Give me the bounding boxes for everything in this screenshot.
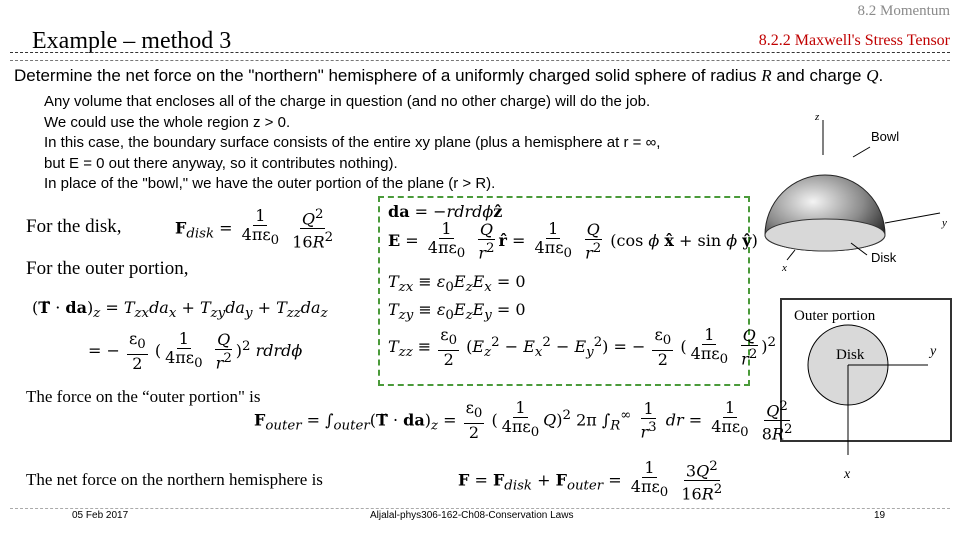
y-axis-label: y — [930, 344, 937, 359]
section-header: 8.2 Momentum — [857, 3, 950, 19]
explanation-line: Any volume that encloses all of the charge in question (and no other charge) will do the job. — [44, 93, 651, 110]
z-axis-label: z — [815, 111, 820, 123]
slide-title: Example – method 3 — [32, 28, 232, 54]
x-axis-label: x — [844, 467, 851, 482]
hemisphere-figure — [755, 105, 960, 280]
x-axis — [787, 250, 795, 260]
bowl-label: Bowl — [871, 129, 900, 144]
explanation-line: In place of the "bowl," we have the outer portion of the plane (r > R). — [44, 175, 496, 192]
footer-page-number: 19 — [874, 510, 886, 521]
footer-date: 05 Feb 2017 — [72, 510, 129, 521]
problem-statement: Determine the net force on the "northern" hemisphere of a uniformly charged solid sphere of radius R and charge Q. — [14, 66, 884, 85]
explanation-line: In this case, the boundary surface consists of the entire xy plane (plus a hemisphere at r = ∞, — [44, 134, 661, 151]
outer-label-text: For the outer portion, — [26, 258, 189, 279]
tzx-equation: $T_{zx} \equiv \varepsilon_0E_zE_x = 0$ — [388, 272, 526, 296]
force-outer-label: The force on the “outer portion" is — [26, 387, 261, 406]
outer-portion-label: Outer portion — [794, 308, 876, 324]
disk-label-text: For the disk, — [26, 216, 122, 237]
net-force-label: The net force on the northern hemisphere is — [26, 470, 323, 489]
slide-subtitle: 8.2.2 Maxwell's Stress Tensor — [758, 32, 950, 49]
bowl-pointer — [853, 147, 870, 157]
explanation-list — [44, 92, 660, 195]
net-force-equation: $F = F_{disk} + F_{outer}$ = $\frac{1}{4\pi\varepsilon_0}$ $\frac{3Q^2}{16R^2}$ — [458, 458, 723, 504]
y-axis-label: y — [942, 217, 947, 229]
tzy-equation: $T_{zy} \equiv \varepsilon_0E_zE_y = 0$ — [388, 300, 526, 324]
outer-force-equation: $F_{outer}$ = $\int_{outer}(T⃡ \cdot da)_z$ = $\frac{\varepsilon_0}{2}$ ( $\frac{1}{4\pi\varepsilon_0}$ Q)$^2$ 2π $\int_R^\infty$ $\frac{1}{r^3}$ dr = $\frac{1}{4\pi\varepsilon_0}$ $\frac{Q^2}{8R^2}$ — [254, 398, 793, 444]
explanation-line: but E = 0 out there anyway, so it contributes nothing). — [44, 154, 398, 172]
outer-portion-drawing — [770, 295, 960, 485]
title-divider — [10, 52, 950, 53]
disk-circle-label: Disk — [836, 347, 865, 363]
explanation-line: We could use the whole region z > 0. — [44, 113, 291, 131]
y-axis — [885, 213, 940, 223]
stress-da-equation: (T⃡ · $da)_z = T_{zx}da_x + T_{zy}da_y + T_{zz}da_z$ — [32, 298, 328, 322]
disk-base — [765, 219, 885, 251]
field-components-box — [378, 196, 777, 386]
footer-divider — [10, 508, 950, 509]
disk-force-equation: $F_{disk}$ = $\frac{1}{4\pi\varepsilon_0}$ $\frac{Q^2}{16R^2}$ — [175, 206, 334, 252]
footer-course: Aljalal-phys306-162-Ch08-Conservation Laws — [370, 510, 574, 521]
disk-label: Disk — [871, 250, 897, 265]
title-divider-secondary — [10, 60, 950, 61]
tzz-equation: $T_{zz}$ ≡ $\frac{\varepsilon_0}{2}$ $(E_z^2 - E_x^2 - E_y^2)$ = − $\frac{\varepsilon_0}{2}$ ( $\frac{1}{4\pi\varepsilon_0}$ $\frac{Q}{r^2}$ )$^2$ — [388, 325, 777, 370]
x-axis-label: x — [782, 262, 787, 274]
e-field-equation: E = $\frac{1}{4\pi\varepsilon_0}$ $\frac{Q}{r^2}$ r̂ = $\frac{1}{4\pi\varepsilon_0}$ $\frac{Q}{r^2}$ (cos ϕ x̂ + sin ϕ ŷ) — [388, 219, 758, 263]
da-equation: da = −rdrdϕẑ — [388, 202, 503, 221]
stress-da-result: = − $\frac{\varepsilon_0}{2}$ ( $\frac{1}{4\pi\varepsilon_0}$ $\frac{Q}{r^2}$ )$^2$ rdrdϕ — [88, 329, 303, 374]
